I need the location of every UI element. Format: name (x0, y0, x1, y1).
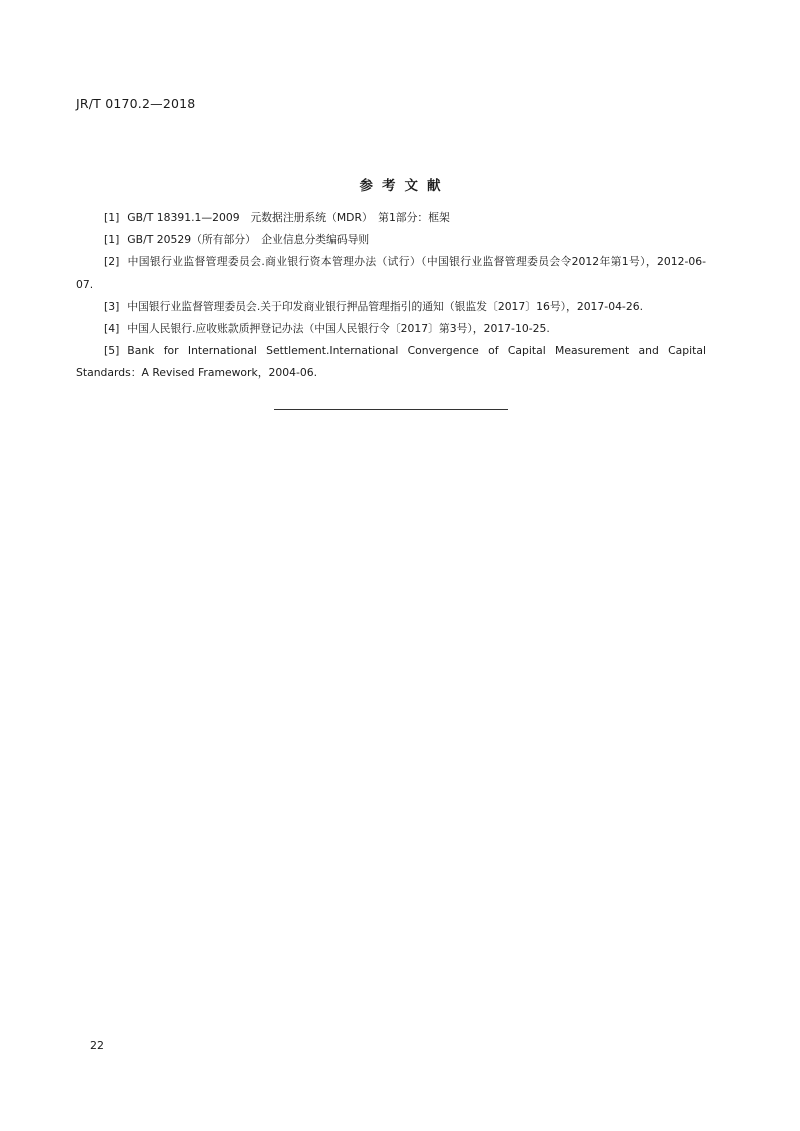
standard-number-header: JR/T 0170.2—2018 (76, 96, 196, 111)
reference-item (76, 229, 706, 251)
reference-number: [1] (104, 233, 120, 247)
reference-number: [1] (104, 211, 120, 224)
reference-item (76, 340, 706, 384)
reference-text: 中国银行业监督管理委员会.商业银行资本管理办法（试行）（中国银行业监督管理委员会令2012年第1号），2012-06-07. (76, 255, 706, 291)
references-title: 参考文献 (359, 178, 450, 194)
page-number: 22 (90, 1039, 104, 1052)
reference-item (76, 251, 706, 295)
reference-number: [2] (104, 255, 120, 269)
reference-text: Bank for International Settlement.International Convergence of Capital Measurement and Capital Standards：A Revised Framework，2004-06. (76, 344, 706, 380)
reference-item (76, 318, 706, 340)
reference-text: 中国银行业监督管理委员会.关于印发商业银行押品管理指引的通知（银监发〔2017〕16号），2017-04-26. (127, 299, 644, 313)
reference-number: [3] (104, 299, 120, 313)
reference-text: GB/T 20529（所有部分） 企业信息分类编码导则 (127, 233, 370, 247)
reference-text: 中国人民银行.应收账款质押登记办法（中国人民银行令〔2017〕第3号），2017-10-25. (127, 322, 550, 336)
reference-list (76, 207, 706, 385)
reference-item (76, 207, 706, 229)
closing-rule (274, 409, 508, 410)
reference-number: [5] (104, 344, 120, 358)
reference-number: [4] (104, 322, 120, 336)
reference-text: GB/T 18391.1—2009 元数据注册系统（MDR） 第1部分：框架 (127, 211, 450, 224)
reference-item (76, 296, 706, 318)
